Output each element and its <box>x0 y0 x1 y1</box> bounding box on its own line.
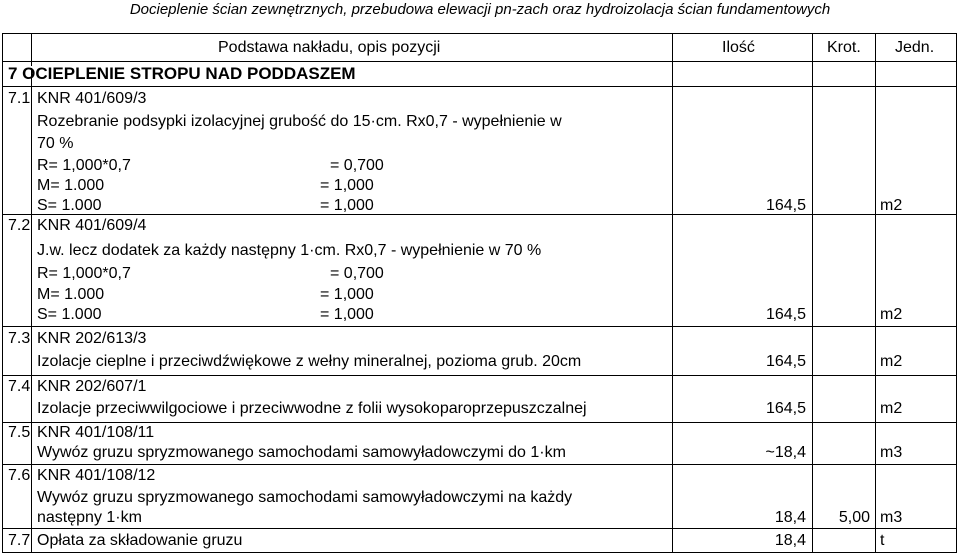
column-header-desc: Podstawa nakładu, opis pozycji <box>218 39 441 56</box>
column-divider <box>812 33 813 553</box>
item-price: 5,00 <box>838 509 870 526</box>
item-code: KNR 401/609/4 <box>37 217 147 234</box>
item-quantity: 18,4 <box>774 509 806 526</box>
section-title: 7 OCIEPLENIE STROPU NAD PODDASZEM <box>8 64 356 83</box>
item-unit: m2 <box>880 197 903 214</box>
item-quantity: 164,5 <box>765 353 806 370</box>
item-quantity: 164,5 <box>765 197 806 214</box>
row-divider <box>2 464 957 465</box>
item-m-coef: M= 1.000 <box>37 286 105 303</box>
item-number: 7.3 <box>8 330 31 347</box>
header-row-divider <box>2 61 957 62</box>
item-code: KNR 401/108/12 <box>37 467 156 484</box>
item-r-coef: R= 1,000*0,7 <box>37 265 131 282</box>
item-description: Wywóz gruzu spryzmowanego samochodami samowyładowczymi do 1·km <box>37 444 566 461</box>
row-divider <box>2 214 957 215</box>
item-r-value: = 0,700 <box>330 157 384 174</box>
item-unit: m2 <box>880 306 903 323</box>
item-description: 70 % <box>37 135 74 152</box>
item-number: 7.2 <box>8 217 31 234</box>
item-quantity: 164,5 <box>765 400 806 417</box>
row-divider <box>2 528 957 529</box>
item-s-coef: S= 1.000 <box>37 306 102 323</box>
item-description: Izolacje przeciwwilgociowe i przeciwwodne z folii wysokoparoprzepuszczalnej <box>37 400 587 417</box>
column-divider <box>31 68 32 553</box>
item-unit: m2 <box>880 400 903 417</box>
column-divider <box>672 33 673 553</box>
item-s-value: = 1,000 <box>320 306 374 323</box>
item-unit: m2 <box>880 353 903 370</box>
item-description: następny 1·km <box>37 509 142 526</box>
item-quantity: 164,5 <box>765 306 806 323</box>
item-description: Rozebranie podsypki izolacyjnej grubość do 15·cm. Rx0,7 - wypełnienie w <box>37 113 562 130</box>
item-r-value: = 0,700 <box>330 265 384 282</box>
item-description: Izolacje cieplne i przeciwdźwiękowe z wełny mineralnej, pozioma grub. 20cm <box>37 353 582 370</box>
item-m-coef: M= 1.000 <box>37 177 105 194</box>
document-header: Docieplenie ścian zewnętrznych, przebudowa elewacji pn-zach oraz hydroizolacja ścian fundamentowych <box>129 1 831 18</box>
item-m-value: = 1,000 <box>320 286 374 303</box>
row-divider <box>2 375 957 376</box>
item-m-value: = 1,000 <box>320 177 374 194</box>
item-s-coef: S= 1.000 <box>37 197 102 214</box>
item-number: 7.1 <box>8 90 31 107</box>
column-header-qty: Ilość <box>722 39 755 56</box>
item-number: 7.4 <box>8 378 31 395</box>
column-header-price: Krot. <box>827 39 861 56</box>
section-divider <box>2 86 957 87</box>
item-quantity: ~18,4 <box>765 444 806 461</box>
column-header-unit: Jedn. <box>895 39 935 56</box>
item-s-value: = 1,000 <box>320 197 374 214</box>
item-number: 7.5 <box>8 424 31 441</box>
item-description: Opłata za składowanie gruzu <box>37 532 243 549</box>
row-divider <box>2 326 957 327</box>
item-number: 7.6 <box>8 467 31 484</box>
item-code: KNR 202/607/1 <box>37 378 147 395</box>
item-description: J.w. lecz dodatek za każdy następny 1·cm. Rx0,7 - wypełnienie w 70 % <box>37 242 542 259</box>
item-number: 7.7 <box>8 532 31 549</box>
item-code: KNR 401/609/3 <box>37 90 147 107</box>
item-r-coef: R= 1,000*0,7 <box>37 157 131 174</box>
item-unit: t <box>880 532 885 549</box>
item-code: KNR 401/108/11 <box>37 424 155 441</box>
item-code: KNR 202/613/3 <box>37 330 147 347</box>
item-unit: m3 <box>880 509 903 526</box>
item-description: Wywóz gruzu spryzmowanego samochodami samowyładowczymi na każdy <box>37 489 573 506</box>
item-quantity: 18,4 <box>774 532 806 549</box>
item-unit: m3 <box>880 444 903 461</box>
column-divider <box>875 33 876 553</box>
